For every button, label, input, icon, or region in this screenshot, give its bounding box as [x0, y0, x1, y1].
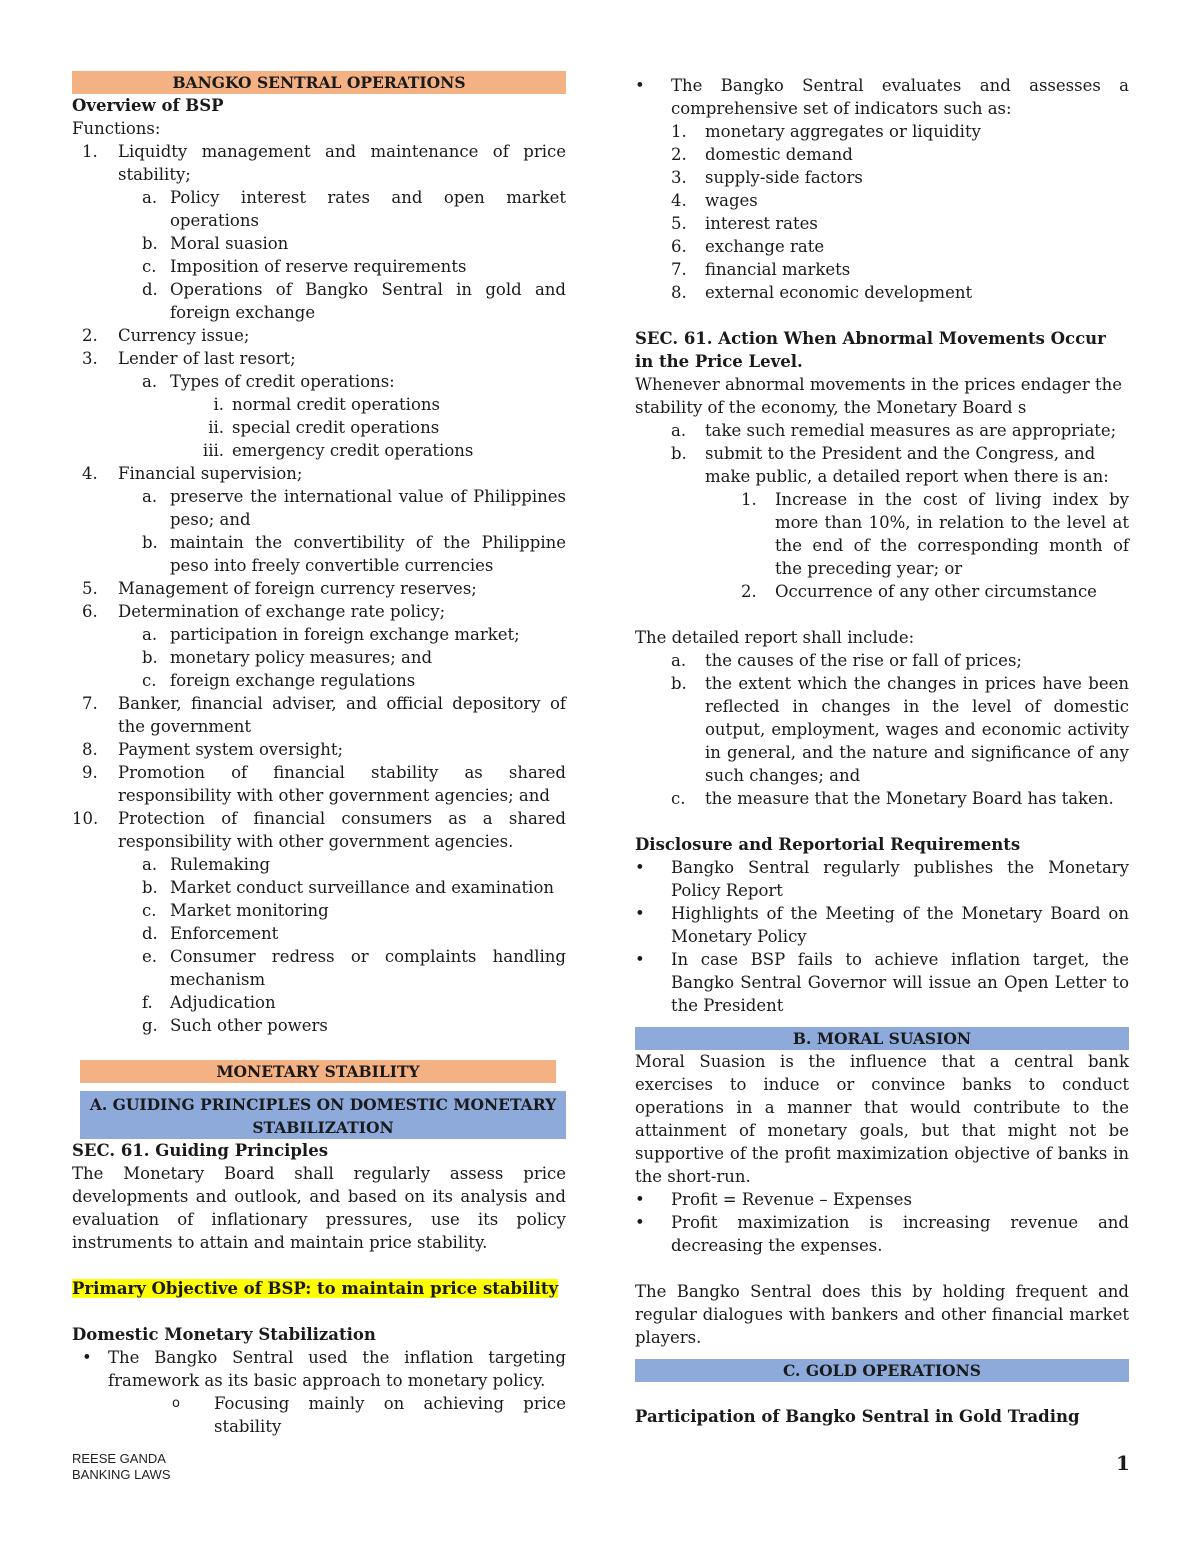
sec61-abnormal-movements-title: SEC. 61. Action When Abnormal Movements Occur in the Price Level.: [635, 329, 1106, 371]
footer-subject: BANKING LAWS: [72, 1467, 171, 1482]
footer-author: REESE GANDA: [72, 1451, 166, 1466]
list-item: 5. Management of foreign currency reserves;: [82, 579, 477, 598]
list-item: a. participation in foreign exchange market;: [142, 625, 520, 644]
list-item: 2. Occurrence of any other circumstance: [741, 582, 1097, 601]
list-item: a. the causes of the rise or fall of prices;: [671, 651, 1022, 670]
list-item: 1. Liquidty management and maintenance of price stability;: [82, 142, 566, 184]
list-item: g. Such other powers: [142, 1016, 328, 1035]
section-header-gold-operations: C. GOLD OPERATIONS: [635, 1359, 1129, 1382]
list-item: 4. Financial supervision;: [82, 464, 303, 483]
list-item: 3. Lender of last resort;: [82, 349, 296, 368]
gold-trading-title: Participation of Bangko Sentral in Gold Trading: [635, 1407, 1080, 1426]
list-item: b. the extent which the changes in prices have been reflected in changes in the level of domestic output, employment, wages and economic activity in general, and the nature and significance of any such changes; and: [671, 674, 1129, 785]
list-item: b. monetary policy measures; and: [142, 648, 433, 667]
bullet-icon: •: [635, 76, 645, 95]
list-item: b. Moral suasion: [142, 234, 289, 253]
bullet-icon: •: [635, 904, 645, 923]
list-item: b. submit to the President and the Congress, and make public, a detailed report when there is an:: [671, 444, 1109, 486]
bullet-icon: •: [635, 950, 645, 969]
domestic-monetary-stabilization-title: Domestic Monetary Stabilization: [72, 1325, 376, 1344]
page-number: 1: [1116, 1451, 1130, 1475]
list-item: c. foreign exchange regulations: [142, 671, 416, 690]
left-column: [72, 71, 566, 1438]
list-item: 1. Increase in the cost of living index by more than 10%, in relation to the level at the end of the corresponding month of the preceding year; or: [741, 490, 1129, 578]
overview-title: Overview of BSP: [72, 96, 224, 115]
list-item: 1. monetary aggregates or liquidity: [671, 122, 981, 141]
report-intro: The detailed report shall include:: [635, 628, 915, 647]
dialogue-paragraph: The Bangko Sentral does this by holding frequent and regular dialogues with bankers and other financial market players.: [635, 1282, 1129, 1347]
list-item: 6. exchange rate: [671, 237, 825, 256]
section-header-bangko-sentral-operations: BANGKO SENTRAL OPERATIONS: [72, 71, 566, 94]
list-item: i. normal credit operations: [213, 395, 440, 414]
list-item: • Highlights of the Meeting of the Monetary Board on Monetary Policy: [635, 904, 1129, 946]
list-item: a. Rulemaking: [142, 855, 271, 874]
list-item: 2. domestic demand: [671, 145, 853, 164]
list-item: a. Types of credit operations:: [142, 372, 395, 391]
list-item: 7. Banker, financial adviser, and official depository of the government: [82, 694, 566, 736]
list-item: 4. wages: [671, 191, 758, 210]
list-item: 6. Determination of exchange rate policy;: [82, 602, 446, 621]
list-item: b. maintain the convertibility of the Philippine peso into freely convertible currencies: [142, 533, 566, 575]
list-item: 2. Currency issue;: [82, 326, 250, 345]
list-item: a. take such remedial measures as are appropriate;: [671, 421, 1117, 440]
list-item: • Profit maximization is increasing revenue and decreasing the expenses.: [635, 1213, 1129, 1255]
list-item: f. Adjudication: [142, 993, 276, 1012]
disclosure-title: Disclosure and Reportorial Requirements: [635, 835, 1021, 854]
section-header-guiding-principles: A. GUIDING PRINCIPLES ON DOMESTIC MONETARY STABILIZATION: [80, 1091, 566, 1139]
bullet-icon: •: [82, 1348, 92, 1367]
list-item: e. Consumer redress or complaints handling mechanism: [142, 947, 566, 989]
list-item: • The Bangko Sentral evaluates and assesses a comprehensive set of indicators such as:: [635, 76, 1129, 118]
sec61-abnormal-paragraph: Whenever abnormal movements in the prices endager the stability of the economy, the Monetary Board s: [635, 375, 1122, 417]
list-item: 8. Payment system oversight;: [82, 740, 344, 759]
list-item: o Focusing mainly on achieving price stability: [172, 1394, 566, 1436]
bullet-icon: •: [635, 1213, 645, 1232]
list-item: 3. supply-side factors: [671, 168, 863, 187]
primary-objective-highlight: Primary Objective of BSP: to maintain price stability: [72, 1279, 559, 1298]
list-item: ii. special credit operations: [208, 418, 440, 437]
list-item: 10. Protection of financial consumers as a shared responsibility with other government agencies.: [72, 809, 566, 851]
list-item: c. Imposition of reserve requirements: [142, 257, 467, 276]
list-item: a. preserve the international value of Philippines peso; and: [142, 487, 566, 529]
sec61-paragraph: The Monetary Board shall regularly assess price developments and outlook, and based on its analysis and evaluation of inflationary pressures, use its policy instruments to attain and maintain price stability.: [72, 1164, 566, 1252]
list-item: • Bangko Sentral regularly publishes the Monetary Policy Report: [635, 858, 1129, 900]
list-item: • The Bangko Sentral used the inflation targeting framework as its basic approach to monetary policy.: [82, 1348, 566, 1390]
right-column: [635, 74, 1129, 1428]
moral-suasion-paragraph: Moral Suasion is the influence that a central bank exercises to induce or convince banks to conduct operations in a manner that would contribute to the attainment of monetary goals, but that might not be supportive of the profit maximization objective of banks in the short-run.: [635, 1052, 1129, 1186]
list-item: c. Market monitoring: [142, 901, 329, 920]
footer: [72, 1451, 170, 1483]
section-header-monetary-stability: MONETARY STABILITY: [80, 1060, 556, 1083]
list-item: 9. Promotion of financial stability as shared responsibility with other government agencies; and: [82, 763, 566, 805]
section-header-moral-suasion: B. MORAL SUASION: [635, 1027, 1129, 1050]
list-item: 5. interest rates: [671, 214, 818, 233]
bullet-icon: •: [635, 858, 645, 877]
list-item: iii. emergency credit operations: [202, 441, 474, 460]
list-item: 8. external economic development: [671, 283, 973, 302]
circle-bullet-icon: o: [172, 1396, 180, 1411]
list-item: 7. financial markets: [671, 260, 851, 279]
bullet-icon: •: [635, 1190, 645, 1209]
list-item: c. the measure that the Monetary Board has taken.: [671, 789, 1114, 808]
list-item: d. Enforcement: [142, 924, 279, 943]
list-item: d. Operations of Bangko Sentral in gold and foreign exchange: [142, 280, 566, 322]
list-item: b. Market conduct surveillance and examination: [142, 878, 555, 897]
list-item: a. Policy interest rates and open market operations: [142, 188, 566, 230]
list-item: • Profit = Revenue – Expenses: [635, 1190, 912, 1209]
list-item: • In case BSP fails to achieve inflation target, the Bangko Sentral Governor will issue an Open Letter to the President: [635, 950, 1129, 1015]
functions-label: Functions:: [72, 119, 161, 138]
sec61-title: SEC. 61. Guiding Principles: [72, 1141, 328, 1160]
